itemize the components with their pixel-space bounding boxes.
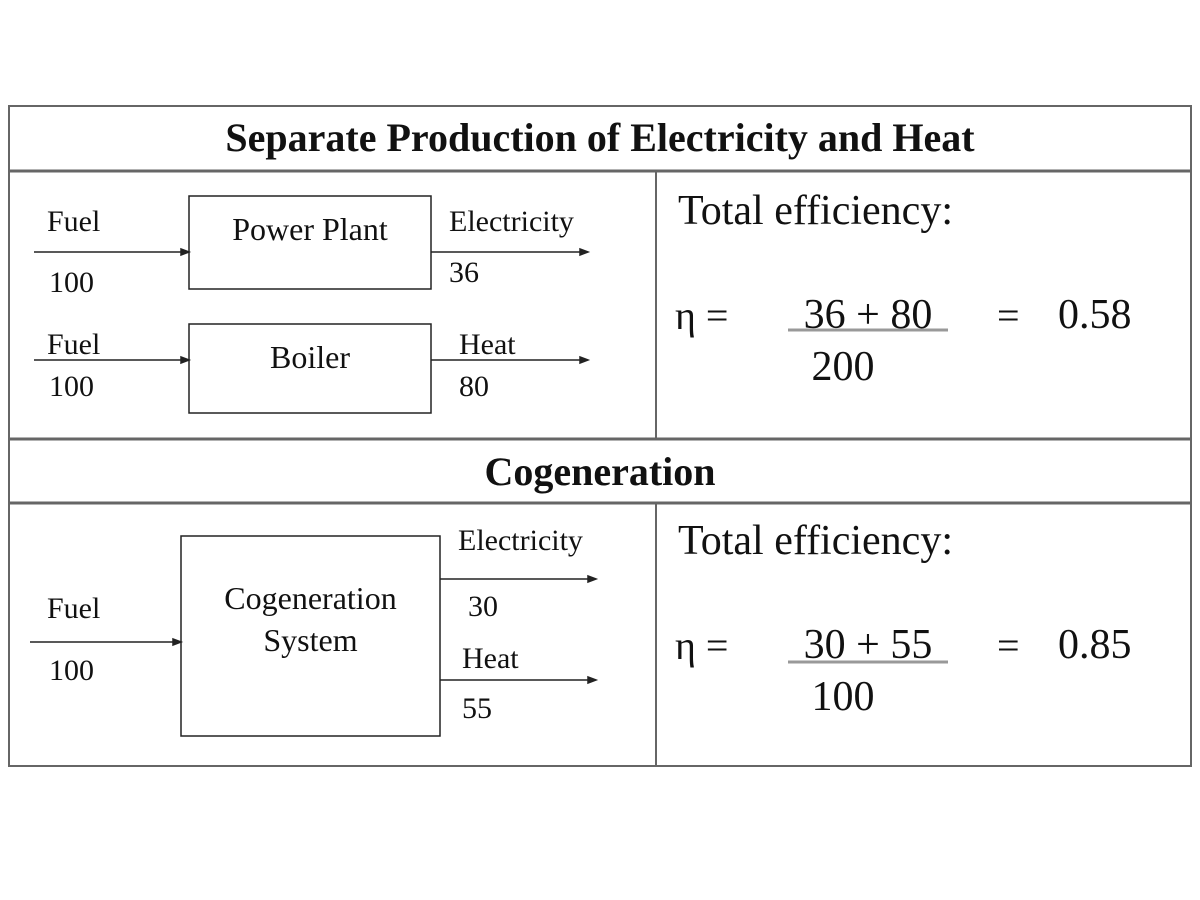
cogeneration-heat-arrowhead [588, 677, 596, 683]
separate-equals-sign: = [997, 293, 1020, 338]
power-plant-label: Power Plant [232, 211, 388, 247]
cogeneration-equals-sign: = [997, 623, 1020, 668]
cogeneration-system-label-line2: System [263, 622, 358, 658]
separate-efficiency-heading: Total efficiency: [678, 188, 953, 234]
heat-label: Heat [459, 328, 516, 361]
boiler-label: Boiler [270, 339, 350, 375]
heat-value: 80 [459, 370, 489, 403]
electricity-label: Electricity [449, 205, 574, 238]
cogeneration-efficiency-heading: Total efficiency: [678, 518, 953, 564]
cogeneration-electricity-arrowhead [588, 576, 596, 582]
electricity-arrowhead [580, 249, 588, 255]
power-plant-fuel-arrowhead [181, 249, 189, 255]
cogeneration-electricity-value: 30 [468, 590, 498, 623]
separate-efficiency-result: 0.58 [1058, 292, 1132, 338]
cogeneration-system-label-line1: Cogeneration [224, 580, 397, 616]
heat-arrowhead [580, 357, 588, 363]
separate-numerator: 36 + 80 [803, 292, 933, 338]
cogeneration-efficiency-result: 0.85 [1058, 622, 1132, 668]
cogeneration-fuel-value: 100 [49, 654, 94, 687]
cogeneration-heat-label: Heat [462, 642, 519, 675]
cogeneration-section-title: Cogeneration [484, 449, 716, 494]
cogeneration-eta-symbol: η = [675, 623, 729, 668]
cogeneration-fuel-label: Fuel [47, 592, 101, 625]
boiler-fuel-value: 100 [49, 370, 94, 403]
power-plant-fuel-value: 100 [49, 266, 94, 299]
separate-denominator: 200 [811, 344, 875, 390]
cogeneration-numerator: 30 + 55 [803, 622, 933, 668]
cogeneration-fuel-arrowhead [173, 639, 181, 645]
separate-eta-symbol: η = [675, 293, 729, 338]
boiler-fuel-arrowhead [181, 357, 189, 363]
cogeneration-heat-value: 55 [462, 692, 492, 725]
separate-section-title: Separate Production of Electricity and Heat [225, 115, 975, 160]
power-plant-fuel-label: Fuel [47, 205, 101, 238]
cogeneration-electricity-label: Electricity [458, 524, 583, 557]
cogeneration-denominator: 100 [811, 674, 875, 720]
electricity-value: 36 [449, 256, 479, 289]
boiler-fuel-label: Fuel [47, 328, 101, 361]
